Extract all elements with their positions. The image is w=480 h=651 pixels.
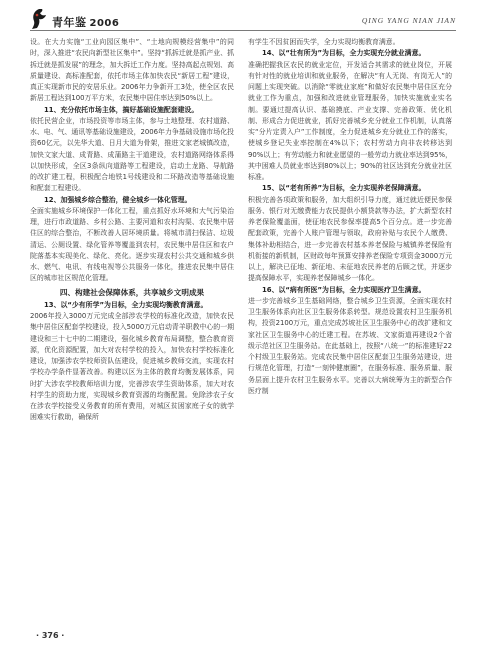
paragraph: 全面实施城乡环境保护一体化工程，重点抓好水环境和大气污染治理，进行市政道路、乡村公路、主要河道和农村沟渠、农民集中居住区的综合整治，不断改善人居环境质量。将城市清扫保洁、垃圾清运、公厕设置、绿化管养等覆盖到农村，农民集中居住区和农户院落基本实现美化、绿化、亮化。逐步实现农村公共交通和城乡供水、燃气、电讯、有线电视等公共服务一体化，推进农民集中居住区的城市社区规范化管理。 xyxy=(30,206,234,283)
yearbook-title xyxy=(52,14,119,30)
yearbook-year: 2006 xyxy=(89,18,120,29)
item-heading-13: 13、以“少有所学”为目标，全力实现均衡教育满意。 xyxy=(44,300,208,309)
paragraph: 积极完善各项政策和服务，加大组织引导力度，通过就近便民参保服务、银行对无缴费能力农民提供小额贷款等办法，扩大新型农村养老保险覆盖面，使征地农民参保率提高5个百分点。进一步完善配套政策，完善个人账户管理与领取，政府补贴与农民个人缴费、集体补助相结合，进一步完善农村基本养老保险与城镇养老保险有机衔接的新机制，区财政每年预算安排养老保险专项资金3000万元以上，解决已征地、新征地、未征地农民养老的后顾之忧，并逐步提高保障水平，实现养老保障城乡一体化。 xyxy=(248,195,452,283)
page-header xyxy=(30,8,456,32)
brand-rest: 年鉴 xyxy=(63,16,87,29)
paragraph: 进一步完善城乡卫生基础网络，整合城乡卫生资源，全面实现农村卫生服务体系向社区卫生服务体系转型。规范设置农村卫生服务机构，投资2100万元，重点完成苏坡社区卫生服务中心的改扩建和文家社区卫生服务中心的迁建工程。在苏坡、文家街道再建设2个省级示范社区卫生服务站。在此基础上，按照“八统一”的标准建好22个村级卫生服务站。完成农民集中居住区配套卫生服务站建设，进行规范化管理，打造“一刻钟健康圈”，在服务标准、服务质量、服务层面上提升农村卫生服务水平。完善以大病统筹为主的新型合作医疗制 xyxy=(248,296,452,395)
paragraph: 依托民营企业，市场投资等市场主体，参与土地整理、农村道路、水、电、气、通讯等基础设施建设，2006年力争基础设施市场化投资60亿元，以先华大道、日月大道为骨架，推进文家老城镇改造，加快文家大道、成青路、成蒲路主干道建设，农村道路网络体系得以加快形成，全区3条纵向道路等工程建设，启动土龙路、导航路的改扩建工程，积极配合地铁1号线建设和二环路改造等基础设施和配套工程建设。 xyxy=(30,116,234,193)
paragraph: 设。在大力实施“工业向园区集中”、“土地向规模经营集中”的同时，深入推进“农民向新型社区集中”。坚持“抓拆迁就是抓产业、抓拆迁就是抓发展”的理念，加大拆迁工作力度。坚持高起点规划、高质量建设、高标准配套，依托市场主体加快农民“新居工程”建设，真正实现新市民的安居乐业。2006年力争新开工3处，使全区农民新居工程达到100万平方米，农民集中居住率达到50%以上。 xyxy=(30,38,234,103)
item-heading-15: 15、以“老有所养”为目标，全力实现养老保障满意。 xyxy=(262,184,426,193)
section-heading: 四、构建社会保障体系，共享城乡文明成果 xyxy=(59,287,205,297)
paragraph: 2006年投入3000万元完成全部涉农学校的标准化改造，加快农民集中居住区配套学校建设，投入5000万元启动青羊职教中心的一期建设和三十七中的二期建设，强化城乡教育布局调整，整合教育资源，优化资源配置，加大对农村学校的投入，加快农村学校标准化建设，加强涉农学校师资队伍建设，促进城乡教师交流，实现农村学校办学条件显著改善。构建以区为主体的教育均衡发展体系，同时扩大涉农学校教师培训力度，完善涉农学生资助体系，加大对农村学生的资助力度，实现城乡教育资源的均衡配置。免除涉农子女在涉农学校接受义务教育的所有费用，对城区贫困家庭子女的就学困难实行救助，确保所 xyxy=(30,312,234,422)
paragraph: 准确把握我区农民的就业定位，开发适合其需求的就业岗位，开展有针对性的就业培训和就业服务，在解决“有人无岗、有岗无人”的问题上实现突破。以消除“零就业家庭”和做好农民集中居住区充分就业工作为重点，加强和改进就业管理服务，加快实施就业实名制。要通过提高认识、基础摸底、产业支撑、完善政策、优化机制、形成合力促进就业，抓好完善城乡充分就业工作机制，认真落实“分片定责入户”工作制度，全力促进城乡充分就业工作的落实，使城乡登记失业率控制在4%以下；农村劳动力向非农转移达到90%以上；有劳动能力和就业愿望的一般劳动力就业率达到95%，其中困难人员就业率达到80%以上；90%的社区达到充分就业社区标准。 xyxy=(248,60,452,181)
item-heading-14: 14、以“壮有所为”为目标，全力实现充分就业满意。 xyxy=(262,49,426,58)
brand-char: 青 xyxy=(52,16,64,29)
item-heading-16: 16、以“病有所医”为目标，全力实现医疗卫生满意。 xyxy=(262,285,426,294)
paragraph: 有学生不因贫困而失学，全力实现均衡教育满意。 xyxy=(248,38,400,46)
running-title: QING YANG NIAN JIAN xyxy=(361,16,456,25)
yearbook-logo-icon xyxy=(30,8,48,30)
item-heading-12: 12、加强城乡综合整治，健全城乡一体化管理。 xyxy=(44,195,192,204)
header-rule xyxy=(30,30,456,31)
left-column xyxy=(30,37,234,424)
right-column xyxy=(248,37,452,397)
page-number: · 376 · xyxy=(36,631,65,640)
item-heading-11: 11、充分依托市场主体，搞好基础设施配套建设。 xyxy=(44,105,199,114)
